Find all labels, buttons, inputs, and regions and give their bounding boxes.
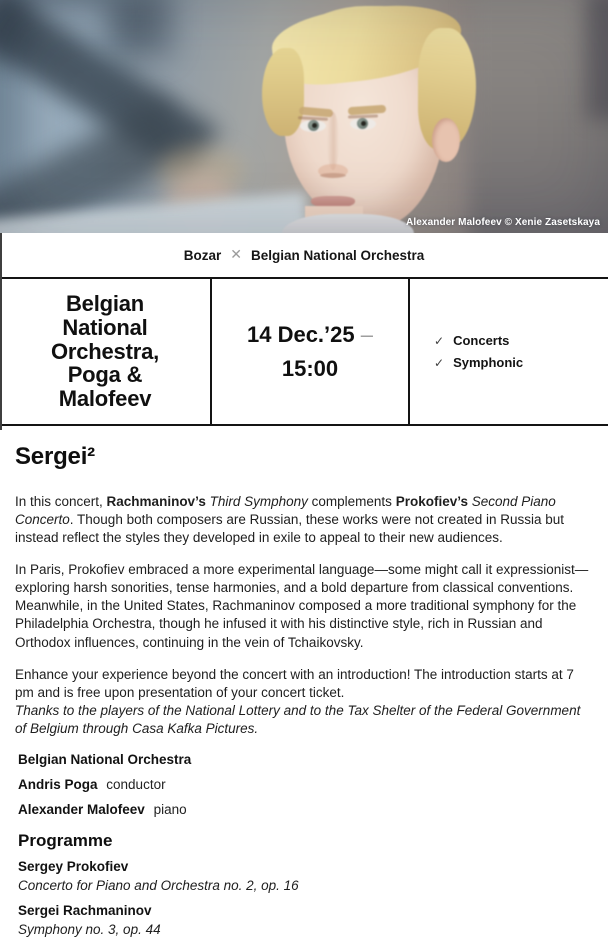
partner-name: Belgian National Orchestra bbox=[250, 247, 425, 263]
composer-name: Sergei Rachmaninov bbox=[18, 902, 152, 918]
cross-separator-icon: ✕ bbox=[230, 245, 242, 262]
programme-item bbox=[18, 903, 593, 937]
event-datetime bbox=[210, 279, 410, 424]
tag-label: Symphonic bbox=[453, 355, 524, 370]
composer-name: Sergey Prokofiev bbox=[18, 858, 129, 874]
programme-item bbox=[18, 859, 593, 893]
work-title: Symphony no. 3, op. 44 bbox=[18, 921, 161, 937]
programme-title: Programme bbox=[18, 830, 113, 850]
page-title: Sergei² bbox=[15, 443, 95, 470]
credit-name: Alexander Malofeev bbox=[18, 801, 145, 817]
check-icon: ✓ bbox=[434, 355, 445, 370]
credit-row bbox=[18, 802, 593, 817]
credit-name: Andris Poga bbox=[18, 776, 98, 792]
event-title: Belgian National Orchestra, Poga & Malofeev bbox=[50, 290, 160, 412]
brand-name: Bozar bbox=[183, 247, 222, 263]
paragraph-context: In Paris, Prokofiev embraced a more experimental language—some might call it expressionist—exploring harsh sonorities, tense harmonies, and a bold departure from classical conventions. Meanwhile, in the United States, Rachmaninov composed a more traditional symphony for the Philadelphia Orchestra, though he infused it with his distinctive style, rich in Russian and Orthodox influences, continuing in the vein of Tchaikovsky. bbox=[15, 562, 589, 650]
event-time: 15:00 bbox=[281, 355, 339, 381]
credit-row bbox=[18, 777, 593, 792]
event-tags bbox=[410, 279, 608, 424]
photo-credit: Alexander Malofeev © Xenie Zasetskaya bbox=[406, 217, 600, 228]
programme-section bbox=[18, 831, 593, 937]
credit-role: piano bbox=[153, 801, 187, 817]
event-header bbox=[0, 277, 608, 426]
paragraph-practical: Enhance your experience beyond the concert with an introduction! The introduction starts at 7 pm and is free upon presentation of your concert ticket. Thanks to the players of the National Lottery and to the Tax Shelter of the Federal Government of Belgium through Casa Kafka Pictures. bbox=[15, 666, 581, 736]
check-icon: ✓ bbox=[434, 333, 445, 348]
photo-vignette bbox=[0, 0, 608, 233]
credits bbox=[18, 752, 593, 817]
hero-photo bbox=[0, 0, 608, 233]
tag-label: Concerts bbox=[453, 333, 510, 348]
credit-name: Belgian National Orchestra bbox=[18, 751, 192, 767]
event-datetime-text bbox=[247, 318, 373, 385]
event-date: 14 Dec.’25 bbox=[246, 322, 355, 348]
credit-row bbox=[18, 752, 593, 767]
date-separator: – bbox=[360, 322, 373, 348]
brand-bar bbox=[0, 233, 608, 277]
left-edge-line bbox=[0, 233, 2, 430]
tag-concerts[interactable] bbox=[434, 333, 608, 348]
tag-symphonic[interactable] bbox=[434, 355, 608, 370]
work-title: Concerto for Piano and Orchestra no. 2, op. 16 bbox=[18, 877, 299, 893]
event-title-cell bbox=[0, 279, 210, 424]
credit-role: conductor bbox=[106, 776, 166, 792]
paragraph-intro: In this concert, Rachmaninov’s Third Symphony complements Prokofiev’s Second Piano Concerto. Though both composers are Russian, these works were not created in Russia but instead reflect the styles they developed in exile to appeal to their new audiences. bbox=[15, 494, 565, 546]
article bbox=[0, 426, 608, 937]
